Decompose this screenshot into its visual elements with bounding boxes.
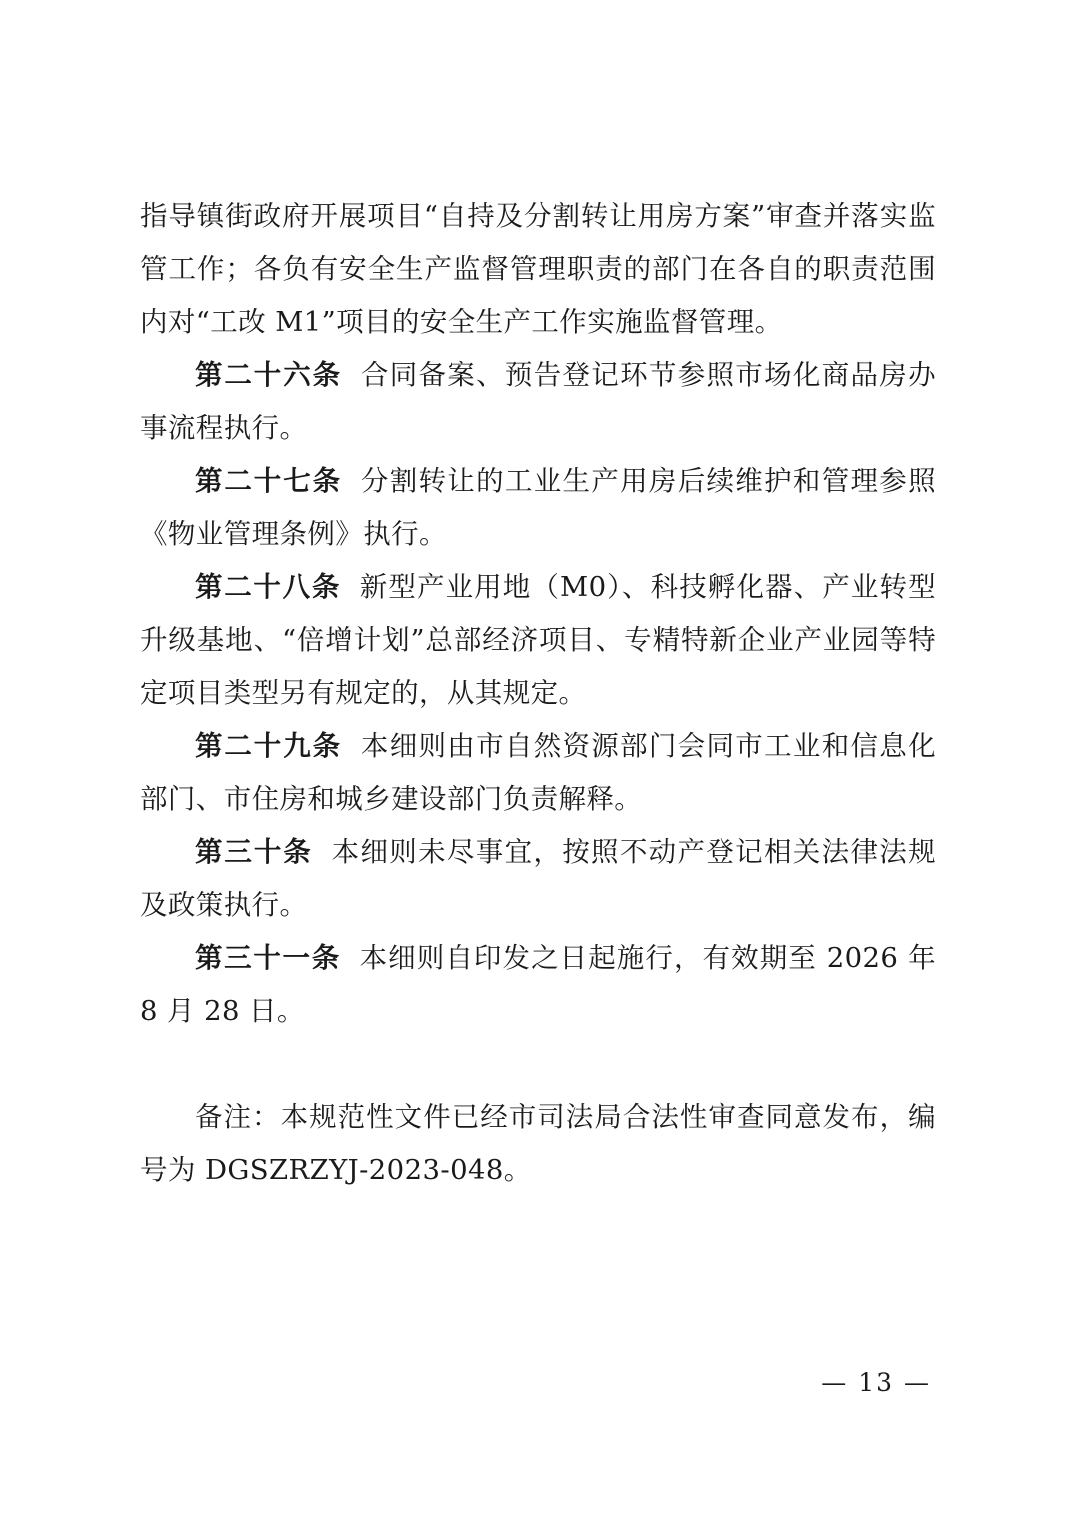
article-27 (140, 455, 936, 561)
note-text: 备注：本规范性文件已经市司法局合法性审查同意发布，编号为 DGSZRZYJ-2023-048。 (140, 1101, 936, 1186)
article-text: 分割转让的工业生产用房后续维护和管理参照《物业管理条例》执行。 (140, 465, 936, 550)
article-text: 本细则未尽事宜，按照不动产登记相关法律法规及政策执行。 (140, 836, 936, 921)
article-text: 合同备案、预告登记环节参照市场化商品房办事流程执行。 (140, 359, 936, 444)
document-note (140, 1091, 936, 1197)
article-text: 本细则由市自然资源部门会同市工业和信息化部门、市住房和城乡建设部门负责解释。 (140, 730, 936, 815)
article-31 (140, 932, 936, 1038)
article-26 (140, 349, 936, 455)
paragraph-continuation (140, 190, 936, 349)
article-label: 第二十六条 (195, 359, 342, 391)
section-spacer (140, 1038, 936, 1091)
article-text: 新型产业用地（M0）、科技孵化器、产业转型升级基地、“倍增计划”总部经济项目、专精特新企业产业园等特定项目类型另有规定的，从其规定。 (140, 571, 936, 709)
document-body (140, 190, 936, 1197)
article-29 (140, 720, 936, 826)
paragraph-text: 指导镇街政府开展项目“自持及分割转让用房方案”审查并落实监管工作；各负有安全生产监督管理职责的部门在各自的职责范围内对“工改 M1”项目的安全生产工作实施监督管理。 (140, 200, 936, 338)
page-number: — 13 — (821, 1368, 931, 1397)
article-28 (140, 561, 936, 720)
article-label: 第二十九条 (195, 730, 342, 762)
article-label: 第二十八条 (195, 571, 342, 603)
article-text: 本细则自印发之日起施行，有效期至 2026 年 8 月 28 日。 (140, 942, 936, 1027)
article-label: 第二十七条 (195, 465, 342, 497)
article-30 (140, 826, 936, 932)
article-label: 第三十条 (195, 836, 313, 868)
article-label: 第三十一条 (195, 942, 341, 974)
